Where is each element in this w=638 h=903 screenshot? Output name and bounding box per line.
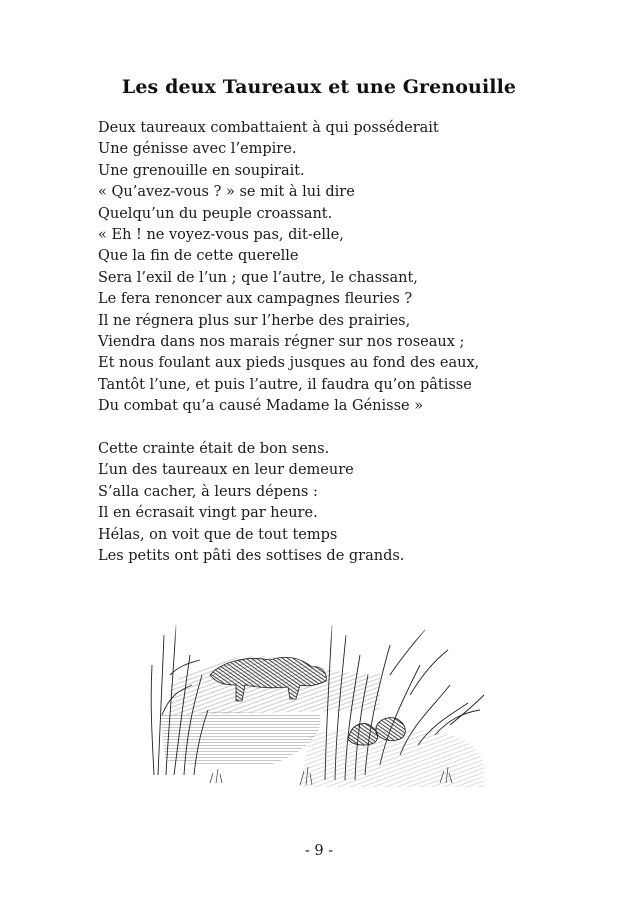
verse-line: Tantôt l’une, et puis l’autre, il faudra qu’on pâtisse: [98, 376, 472, 393]
poem-title: Les deux Taureaux et une Grenouille: [121, 76, 517, 98]
verse-line: Il ne régnera plus sur l’herbe des prairies,: [98, 312, 411, 329]
verse-line: Les petits ont pâti des sottises de grands.: [98, 548, 405, 565]
verse-line: Viendra dans nos marais régner sur nos roseaux ;: [98, 334, 465, 351]
verse-line: Et nous foulant aux pieds jusques au fond des eaux,: [98, 355, 480, 372]
stanza-2: [98, 439, 404, 567]
verse-line: Il en écrasait vingt par heure.: [98, 505, 318, 522]
verse-line: L’un des taureaux en leur demeure: [98, 462, 354, 479]
page-number: - 9 -: [304, 843, 334, 859]
verse-line: Quelqu’un du peuple croassant.: [98, 205, 333, 222]
stanza-1: [98, 118, 479, 418]
verse-line: Du combat qu’a causé Madame la Génisse »: [98, 398, 424, 415]
verse-line: « Eh ! ne voyez-vous pas, dit-elle,: [98, 227, 344, 244]
verse-line: S’alla cacher, à leurs dépens :: [98, 483, 318, 500]
verse-line: Sera l’exil de l’un ; que l’autre, le chassant,: [98, 269, 418, 286]
verse-line: Hélas, on voit que de tout temps: [98, 526, 338, 543]
engraving-illustration: [150, 615, 485, 787]
verse-line: Cette crainte était de bon sens.: [98, 441, 330, 457]
verse-line: Deux taureaux combattaient à qui posséderait: [98, 120, 439, 136]
verse-line: « Qu’avez-vous ? » se mit à lui dire: [98, 184, 355, 201]
verse-line: Une grenouille en soupirait.: [98, 162, 305, 179]
verse-line: Le fera renoncer aux campagnes fleuries ?: [98, 291, 413, 308]
verse-line: Une génisse avec l’empire.: [98, 141, 297, 158]
verse-line: Que la fin de cette querelle: [98, 248, 299, 265]
